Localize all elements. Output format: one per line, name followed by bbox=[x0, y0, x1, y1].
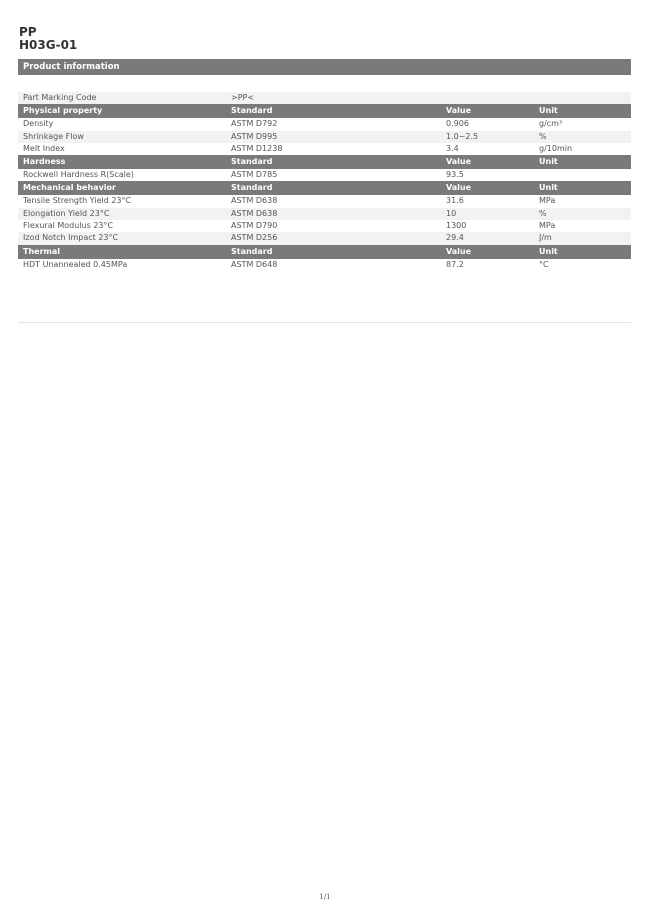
cell-unit: g/cm³ bbox=[539, 119, 563, 129]
cell-property: Rockwell Hardness R(Scale) bbox=[23, 170, 134, 180]
cell-property: Izod Notch Impact 23°C bbox=[23, 233, 119, 243]
cell-unit: % bbox=[539, 208, 547, 218]
cell-value: 1300 bbox=[446, 221, 467, 231]
cell-standard: ASTM D785 bbox=[231, 170, 278, 180]
table-row bbox=[18, 131, 631, 143]
cell-unit: °C bbox=[539, 259, 549, 269]
cell-value: 87.2 bbox=[446, 259, 464, 269]
table-row bbox=[18, 259, 631, 271]
cell-standard: ASTM D256 bbox=[231, 233, 278, 243]
column-header-value: Value bbox=[446, 106, 472, 116]
cell-value: 31.6 bbox=[446, 196, 464, 206]
product-information-label: Product information bbox=[23, 62, 120, 72]
column-header-standard: Standard bbox=[231, 246, 273, 256]
column-header-standard: Standard bbox=[231, 157, 273, 167]
cell-unit: J/m bbox=[539, 233, 552, 243]
table-row bbox=[18, 118, 631, 130]
cell-unit: MPa bbox=[539, 221, 556, 231]
column-header-standard: Standard bbox=[231, 183, 273, 193]
cell-property: HDT Unannealed 0.45MPa bbox=[23, 259, 128, 269]
section-title: Physical property bbox=[23, 106, 103, 116]
cell-unit: % bbox=[539, 131, 547, 141]
cell-property: Shrinkage Flow bbox=[23, 131, 84, 141]
cell-unit: MPa bbox=[539, 196, 556, 206]
column-header-unit: Unit bbox=[539, 157, 558, 167]
page-number: 1/1 bbox=[319, 893, 331, 901]
grade-title: H03G-01 bbox=[19, 38, 78, 52]
section-title: Thermal bbox=[23, 246, 60, 256]
column-header-value: Value bbox=[446, 246, 472, 256]
table-end-divider bbox=[18, 322, 631, 323]
cell-property: Melt Index bbox=[23, 143, 65, 153]
cell-standard: ASTM D1238 bbox=[231, 143, 283, 153]
section-header bbox=[18, 245, 631, 259]
datasheet-table bbox=[18, 92, 631, 271]
table-row bbox=[18, 195, 631, 207]
table-row bbox=[18, 169, 631, 181]
table-row bbox=[18, 232, 631, 244]
cell-standard: ASTM D792 bbox=[231, 119, 278, 129]
cell-standard: ASTM D995 bbox=[231, 131, 278, 141]
part-marking-label: Part Marking Code bbox=[23, 93, 97, 102]
part-marking-value: >PP< bbox=[231, 93, 255, 102]
cell-value: 0.906 bbox=[446, 119, 469, 129]
cell-value: 29.4 bbox=[446, 233, 464, 243]
table-row bbox=[18, 143, 631, 155]
cell-standard: ASTM D638 bbox=[231, 208, 278, 218]
cell-unit: g/10min bbox=[539, 143, 573, 153]
cell-standard: ASTM D790 bbox=[231, 221, 278, 231]
cell-value: 3.4 bbox=[446, 143, 459, 153]
product-information-bar bbox=[18, 59, 631, 75]
cell-standard: ASTM D648 bbox=[231, 259, 278, 269]
column-header-value: Value bbox=[446, 183, 472, 193]
column-header-standard: Standard bbox=[231, 106, 273, 116]
part-marking-row bbox=[18, 92, 631, 104]
section-title: Hardness bbox=[23, 157, 66, 167]
column-header-unit: Unit bbox=[539, 106, 558, 116]
column-header-unit: Unit bbox=[539, 246, 558, 256]
cell-value: 93.5 bbox=[446, 170, 464, 180]
section-header bbox=[18, 181, 631, 195]
table-row bbox=[18, 220, 631, 232]
material-title: PP bbox=[19, 25, 37, 39]
cell-value: 1.0~2.5 bbox=[446, 131, 479, 141]
cell-standard: ASTM D638 bbox=[231, 196, 278, 206]
cell-property: Elongation Yield 23°C bbox=[23, 208, 110, 218]
column-header-unit: Unit bbox=[539, 183, 558, 193]
cell-property: Tensile Strength Yield 23°C bbox=[23, 196, 132, 206]
section-header bbox=[18, 155, 631, 169]
table-row bbox=[18, 208, 631, 220]
section-header bbox=[18, 104, 631, 118]
cell-value: 10 bbox=[446, 208, 457, 218]
cell-property: Flexural Modulus 23°C bbox=[23, 221, 114, 231]
section-title: Mechanical behavior bbox=[23, 183, 116, 193]
column-header-value: Value bbox=[446, 157, 472, 167]
cell-property: Density bbox=[23, 119, 54, 129]
